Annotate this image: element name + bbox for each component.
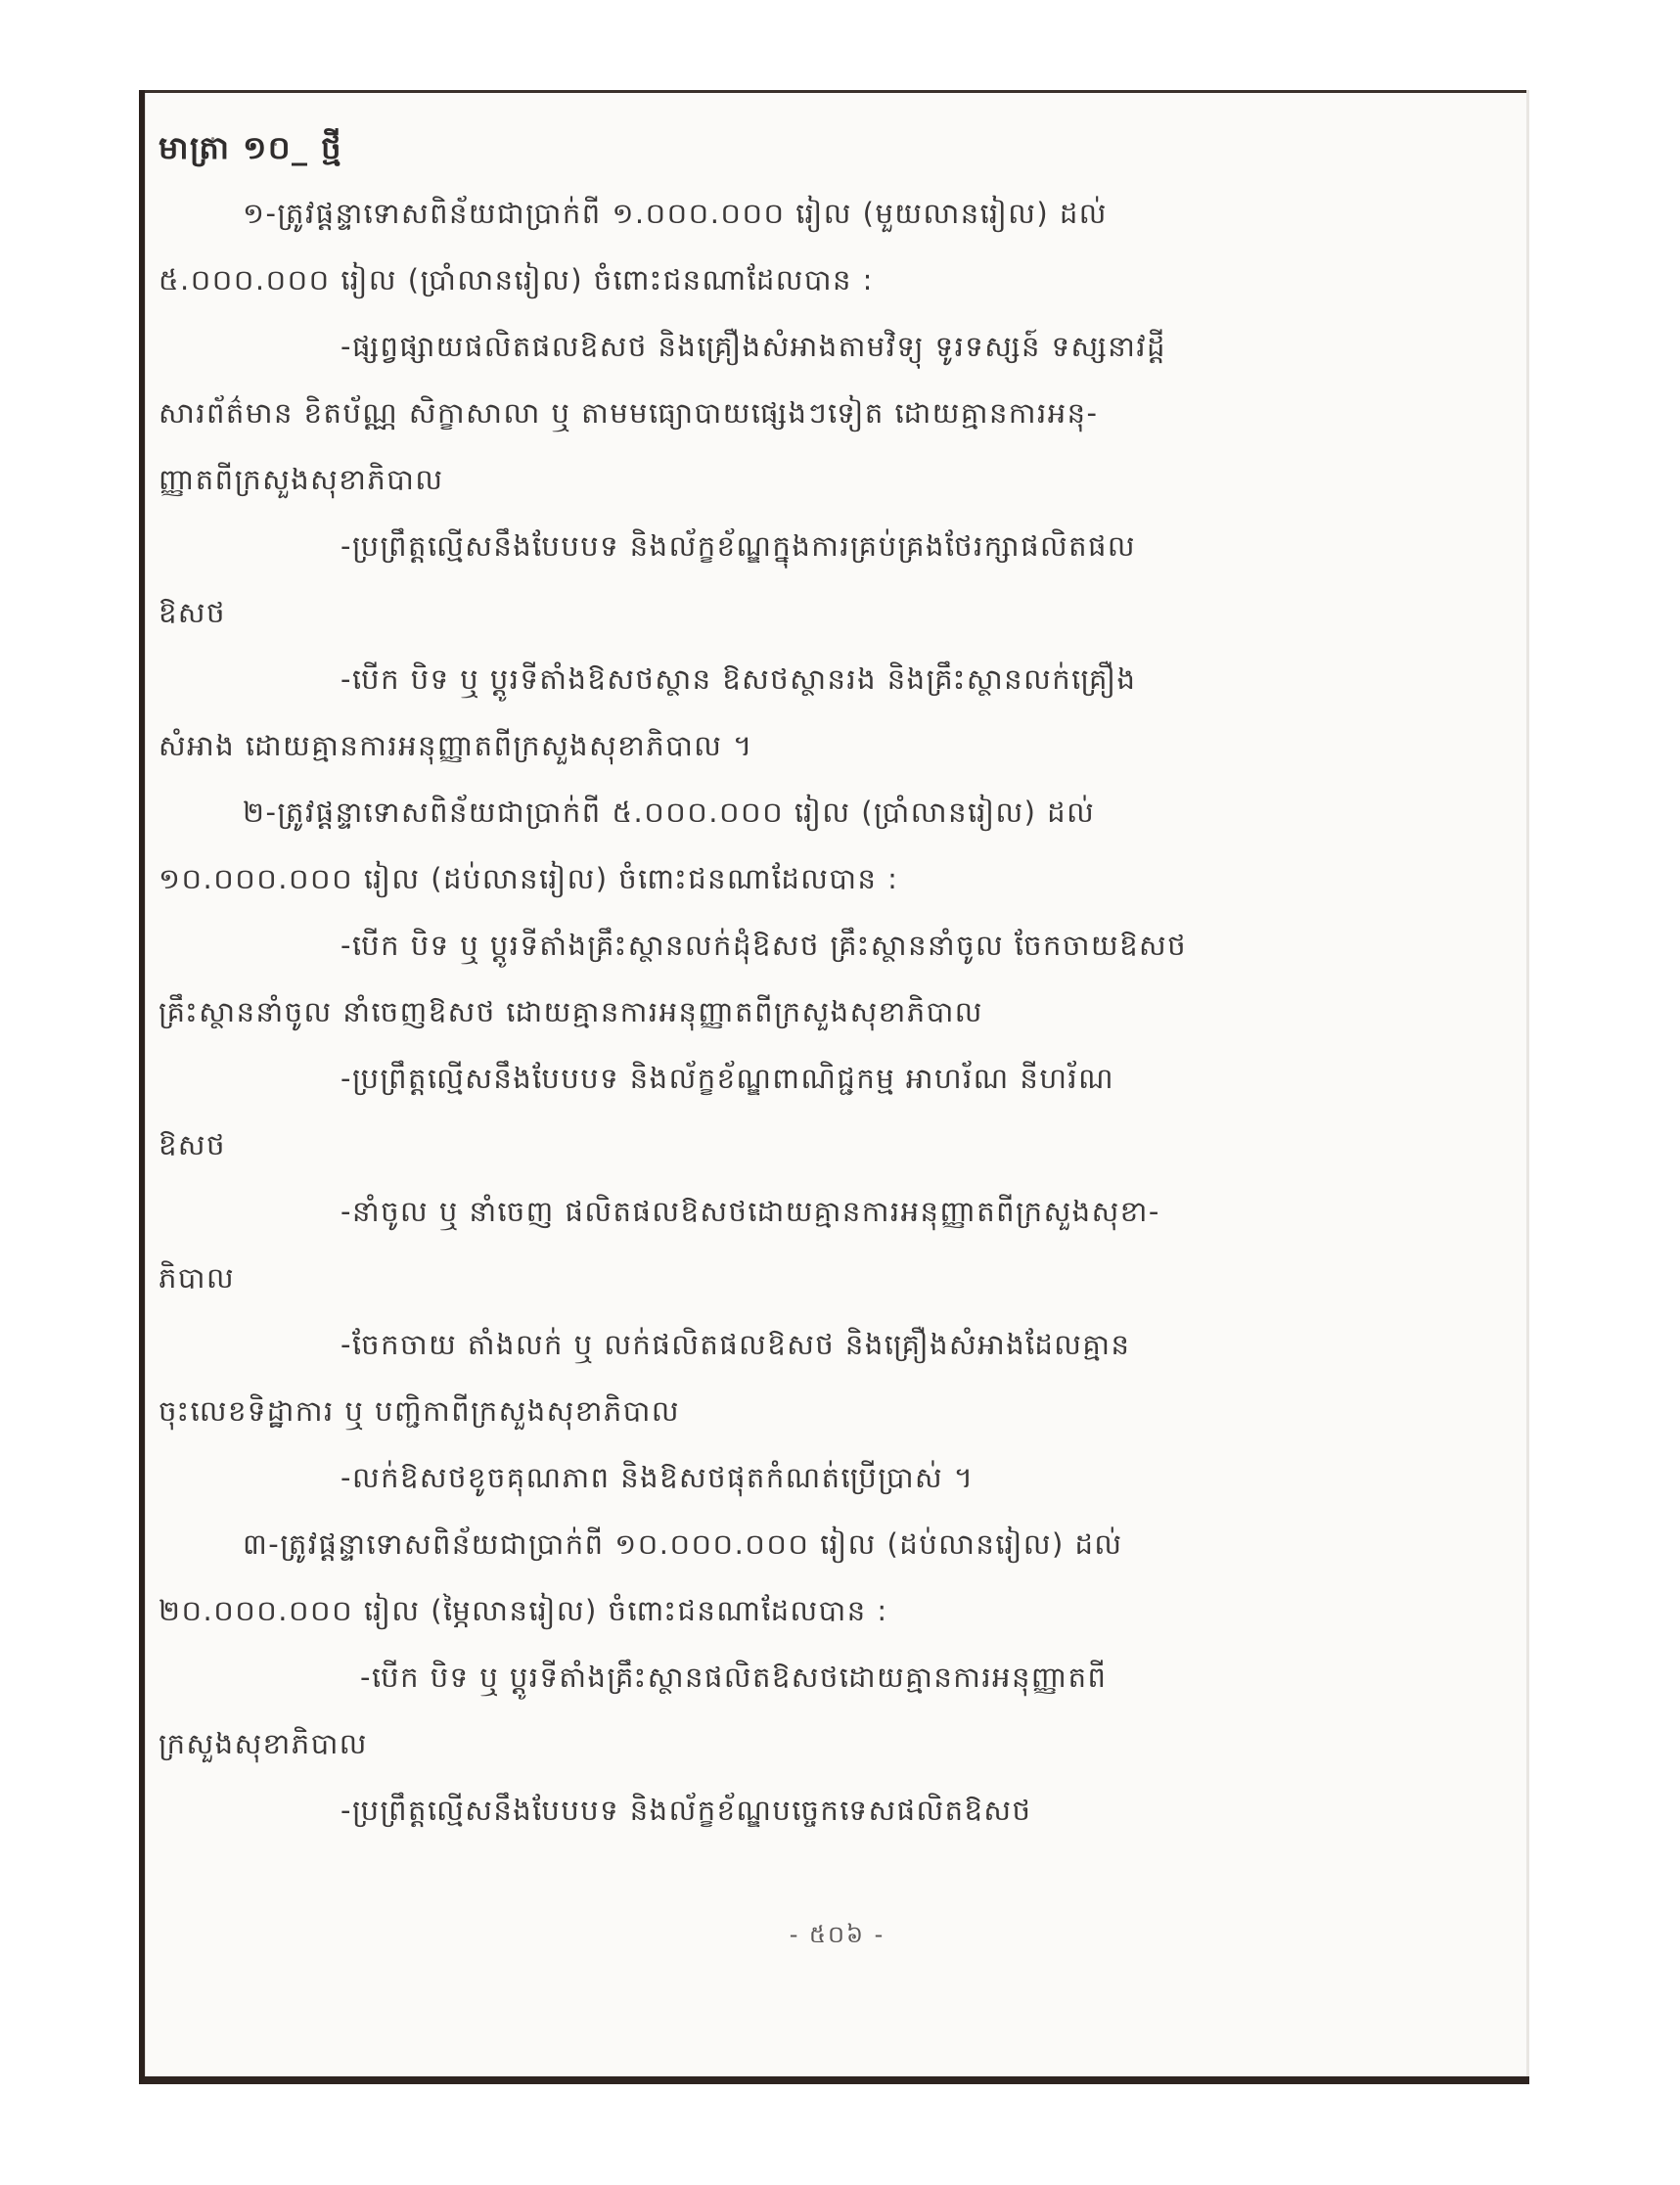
paragraph-line: ក្រសួងសុខាភិបាល <box>159 1727 368 1760</box>
paragraph-line: ៥.០០០.០០០ រៀល (ប្រាំលានរៀល) ចំពោះជនណាដែលបាន : <box>159 263 874 296</box>
paragraph-line: -ផ្សព្វផ្សាយផលិតផលឱសថ និងគ្រឿងសំអាងតាមវិទ្យុ ទូរទស្សន៍ ទស្សនាវដ្តី <box>341 330 1166 363</box>
paragraph-line: ១-ត្រូវផ្តន្ទាទោសពិន័យជាប្រាក់ពី ១.០០០.០០០ រៀល (មួយលានរៀល) ដល់ <box>243 197 1108 230</box>
paragraph-line: ឱសថ <box>159 1128 226 1161</box>
article-heading: មាត្រា ១០_ ថ្មី <box>159 129 342 166</box>
document-body <box>159 115 1256 1844</box>
paragraph-line: សំអាង ដោយគ្មានការអនុញ្ញាតពីក្រសួងសុខាភិបាល ។ <box>159 729 753 762</box>
paragraph-line: សារព័ត៌មាន ខិតប័ណ្ណ សិក្ខាសាលា ឬ តាមមធ្យោបាយផ្សេងៗទៀត ដោយគ្មានការអនុ- <box>159 396 1099 430</box>
paragraph-line: ឱសថ <box>159 596 226 629</box>
paragraph-line: ភិបាល <box>159 1261 236 1295</box>
page-number: - ៥០៦ - <box>789 1921 885 1948</box>
paragraph-line: -បើក បិទ ឬ ប្តូរទីតាំងគ្រឹះស្ថានលក់ដុំឱសថ គ្រឹះស្ថាននាំចូល ចែកចាយឱសថ <box>341 929 1188 962</box>
paragraph-line: -លក់ឱសថខូចគុណភាព និងឱសថផុតកំណត់ប្រើប្រាស់ ។ <box>341 1461 975 1494</box>
paragraph-line: -ប្រព្រឹត្តល្មើសនឹងបែបបទ និងល័ក្ខខ័ណ្ឌបច្ចេកទេសផលិតឱសថ <box>341 1794 1032 1827</box>
paragraph-line: ២០.០០០.០០០ រៀល (ម្ភៃលានរៀល) ចំពោះជនណាដែលបាន : <box>159 1594 888 1627</box>
paragraph-line: គ្រឹះស្ថាននាំចូល នាំចេញឱសថ ដោយគ្មានការអនុញ្ញាតពីក្រសួងសុខាភិបាល <box>159 995 983 1028</box>
paragraph-line: -ចែកចាយ តាំងលក់ ឬ លក់ផលិតផលឱសថ និងគ្រឿងសំអាងដែលគ្មាន <box>341 1328 1131 1361</box>
page-top-edge <box>145 90 1529 93</box>
paragraph-line: ញ្ញាតពីក្រសួងសុខាភិបាល <box>159 463 444 496</box>
paragraph-line: -ប្រព្រឹត្តល្មើសនឹងបែបបទ និងល័ក្ខខ័ណ្ឌក្នុងការគ្រប់គ្រងថែរក្សាផលិតផល <box>341 529 1137 563</box>
paragraph-line: ១០.០០០.០០០ រៀល (ដប់លានរៀល) ចំពោះជនណាដែលបាន : <box>159 862 899 895</box>
paragraph-line: ៣-ត្រូវផ្តន្ទាទោសពិន័យជាប្រាក់ពី ១០.០០០.០០០ រៀល (ដប់លានរៀល) ដល់ <box>243 1527 1123 1561</box>
paragraph-line: -ប្រព្រឹត្តល្មើសនឹងបែបបទ និងល័ក្ខខ័ណ្ឌពាណិជ្ជកម្ម អាហរ័ណ នីហរ័ណ <box>341 1062 1115 1095</box>
paragraph-line: -បើក បិទ ឬ ប្តូរទីតាំងគ្រឹះស្ថានផលិតឱសថដោយគ្មានការអនុញ្ញាតពី <box>360 1661 1108 1694</box>
paragraph-line: -បើក បិទ ឬ ប្តូរទីតាំងឱសថស្ថាន ឱសថស្ថានរង និងគ្រឹះស្ថានលក់គ្រឿង <box>341 662 1137 696</box>
paragraph-line: ២-ត្រូវផ្តន្ទាទោសពិន័យជាប្រាក់ពី ៥.០០០.០០០ រៀល (ប្រាំលានរៀល) ដល់ <box>243 796 1096 829</box>
paragraph-line: ចុះលេខទិដ្ឋាការ ឬ បញ្ជិកាពីក្រសួងសុខាភិបាល <box>159 1394 681 1428</box>
page-right-edge <box>1526 90 1529 2076</box>
paragraph-line: -នាំចូល ឬ នាំចេញ ផលិតផលឱសថដោយគ្មានការអនុញ្ញាតពីក្រសួងសុខា- <box>341 1195 1160 1228</box>
